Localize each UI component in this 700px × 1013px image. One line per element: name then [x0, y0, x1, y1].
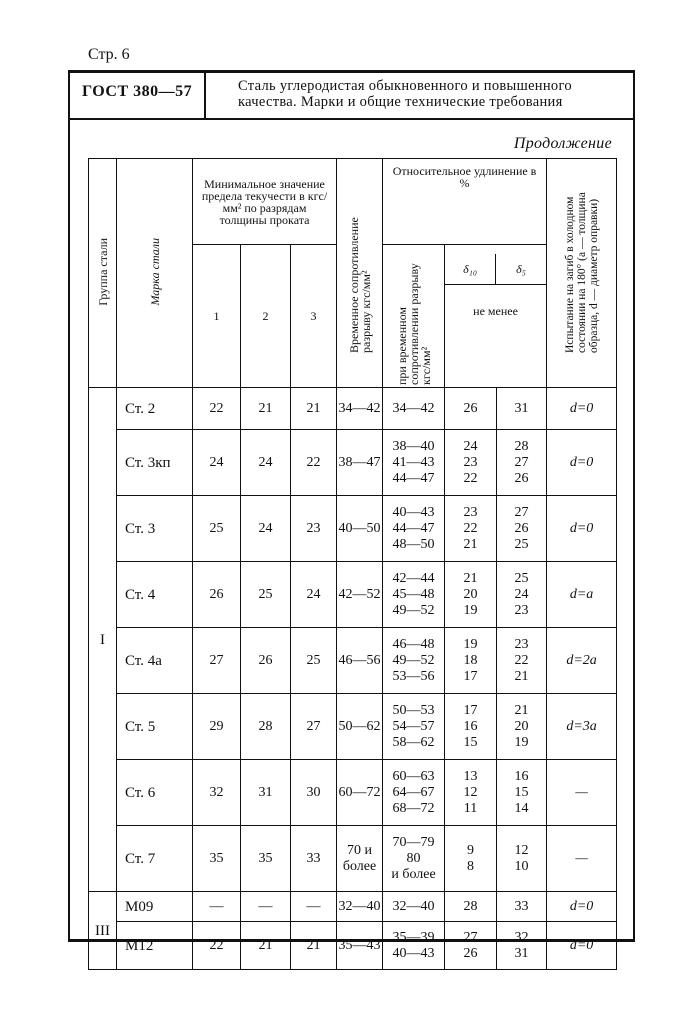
yield-2-cell: 28: [241, 694, 291, 760]
yield-2-cell: 21: [241, 388, 291, 430]
yield-3-cell: 25: [291, 628, 337, 694]
yield-3-cell: 23: [291, 496, 337, 562]
table-row: [89, 628, 617, 694]
header-yield-2: 2: [241, 245, 291, 388]
bend-test-cell: d=0: [547, 388, 617, 430]
yield-1-cell: 35: [193, 826, 241, 892]
elong-at-tensile-cell: 40—43 44—47 48—50: [383, 496, 445, 562]
grade-cell: Ст. 3кп: [117, 430, 193, 496]
elong-at-tensile-cell: 35—39 40—43: [383, 922, 445, 970]
header-delta10: δ₁₀: [445, 254, 496, 284]
delta10-cell: 24 23 22: [445, 430, 497, 496]
table-row: [89, 760, 617, 826]
header-divider: [204, 73, 206, 118]
yield-1-cell: 27: [193, 628, 241, 694]
elong-at-tensile-cell: 38—40 41—43 44—47: [383, 430, 445, 496]
yield-2-cell: 35: [241, 826, 291, 892]
group-cell: III: [89, 892, 117, 970]
header-yield-1: 1: [193, 245, 241, 388]
delta10-cell: 19 18 17: [445, 628, 497, 694]
bend-test-cell: d=0: [547, 496, 617, 562]
grade-cell: Ст. 5: [117, 694, 193, 760]
header-elong-at-tensile: при временном сопротивлении разрыву кгс/мм²: [383, 245, 445, 388]
header-elongation: Относительное удлинение в %: [383, 159, 547, 245]
header-not-less: [445, 245, 547, 388]
delta5-cell: 27 26 25: [497, 496, 547, 562]
elong-at-tensile-cell: 32—40: [383, 892, 445, 922]
tensile-cell: 42—52: [337, 562, 383, 628]
elong-at-tensile-cell: 46—48 49—52 53—56: [383, 628, 445, 694]
table-row: [89, 694, 617, 760]
document-title: Сталь углеродистая обыкновенного и повышенного качества. Марки и общие технические требования: [238, 78, 572, 110]
yield-3-cell: 33: [291, 826, 337, 892]
grade-cell: Ст. 4а: [117, 628, 193, 694]
header-grade: Марка стали: [117, 159, 193, 388]
steel-properties-table: [88, 158, 617, 970]
elong-at-tensile-cell: 70—79 80 и более: [383, 826, 445, 892]
yield-1-cell: 22: [193, 388, 241, 430]
elong-at-tensile-cell: 42—44 45—48 49—52: [383, 562, 445, 628]
delta10-cell: 27 26: [445, 922, 497, 970]
yield-1-cell: 24: [193, 430, 241, 496]
bend-test-cell: d=0: [547, 922, 617, 970]
delta5-cell: 25 24 23: [497, 562, 547, 628]
tensile-cell: 70 и более: [337, 826, 383, 892]
tensile-cell: 60—72: [337, 760, 383, 826]
table-row: [89, 826, 617, 892]
delta5-cell: 16 15 14: [497, 760, 547, 826]
delta5-cell: 33: [497, 892, 547, 922]
delta5-cell: 32 31: [497, 922, 547, 970]
delta5-cell: 23 22 21: [497, 628, 547, 694]
grade-cell: Ст. 7: [117, 826, 193, 892]
table-row: [89, 430, 617, 496]
delta5-cell: 21 20 19: [497, 694, 547, 760]
table-row: [89, 922, 617, 970]
yield-2-cell: 26: [241, 628, 291, 694]
header-yield-3: 3: [291, 245, 337, 388]
yield-2-cell: 31: [241, 760, 291, 826]
yield-3-cell: 30: [291, 760, 337, 826]
yield-3-cell: 22: [291, 430, 337, 496]
yield-1-cell: 32: [193, 760, 241, 826]
yield-3-cell: 24: [291, 562, 337, 628]
bend-test-cell: —: [547, 826, 617, 892]
bend-test-cell: d=0: [547, 430, 617, 496]
yield-2-cell: 25: [241, 562, 291, 628]
delta10-cell: 28: [445, 892, 497, 922]
tensile-cell: 46—56: [337, 628, 383, 694]
delta10-cell: 9 8: [445, 826, 497, 892]
header-yield: Минимальное значение предела текучести в кгс/мм² по разрядам толщины проката: [193, 159, 337, 245]
tensile-cell: 34—42: [337, 388, 383, 430]
yield-1-cell: 26: [193, 562, 241, 628]
delta5-cell: 28 27 26: [497, 430, 547, 496]
standard-number: ГОСТ 380—57: [82, 83, 193, 100]
page-number: Стр. 6: [88, 46, 130, 63]
bend-test-cell: d=a: [547, 562, 617, 628]
elong-at-tensile-cell: 60—63 64—67 68—72: [383, 760, 445, 826]
delta5-cell: 31: [497, 388, 547, 430]
yield-3-cell: 21: [291, 388, 337, 430]
yield-1-cell: 22: [193, 922, 241, 970]
header-delta5: δ₅: [516, 261, 526, 276]
header-tensile: Временное сопротивление разрыву кгс/мм²: [337, 159, 383, 388]
bend-test-cell: d=3a: [547, 694, 617, 760]
bend-test-cell: d=2a: [547, 628, 617, 694]
tensile-cell: 38—47: [337, 430, 383, 496]
table-row: [89, 562, 617, 628]
delta10-cell: 21 20 19: [445, 562, 497, 628]
yield-3-cell: 27: [291, 694, 337, 760]
yield-1-cell: —: [193, 892, 241, 922]
grade-cell: М09: [117, 892, 193, 922]
yield-2-cell: 21: [241, 922, 291, 970]
elong-at-tensile-cell: 50—53 54—57 58—62: [383, 694, 445, 760]
grade-cell: М12: [117, 922, 193, 970]
bend-test-cell: d=0: [547, 892, 617, 922]
yield-2-cell: —: [241, 892, 291, 922]
header-group: Группа стали: [89, 159, 117, 388]
continuation-label: Продолжение: [513, 135, 612, 152]
grade-cell: Ст. 3: [117, 496, 193, 562]
grade-cell: Ст. 6: [117, 760, 193, 826]
table-row: [89, 388, 617, 430]
yield-2-cell: 24: [241, 430, 291, 496]
delta10-cell: 26: [445, 388, 497, 430]
tensile-cell: 40—50: [337, 496, 383, 562]
header-not-less-text: не менее: [473, 303, 518, 318]
tensile-cell: 50—62: [337, 694, 383, 760]
header-bend-test: Испытание на загиб в холодном состоянии на 180° (a — толщина образца, d — диаметр оправки): [547, 159, 617, 388]
delta10-cell: 23 22 21: [445, 496, 497, 562]
table-row: [89, 496, 617, 562]
bend-test-cell: —: [547, 760, 617, 826]
grade-cell: Ст. 4: [117, 562, 193, 628]
delta10-cell: 17 16 15: [445, 694, 497, 760]
delta10-cell: 13 12 11: [445, 760, 497, 826]
group-cell: I: [89, 388, 117, 892]
yield-3-cell: —: [291, 892, 337, 922]
yield-1-cell: 25: [193, 496, 241, 562]
table-row: [89, 892, 617, 922]
tensile-cell: 32—40: [337, 892, 383, 922]
document-header: [68, 70, 635, 120]
yield-2-cell: 24: [241, 496, 291, 562]
elong-at-tensile-cell: 34—42: [383, 388, 445, 430]
grade-cell: Ст. 2: [117, 388, 193, 430]
tensile-cell: 35—43: [337, 922, 383, 970]
yield-3-cell: 21: [291, 922, 337, 970]
delta5-cell: 12 10: [497, 826, 547, 892]
yield-1-cell: 29: [193, 694, 241, 760]
